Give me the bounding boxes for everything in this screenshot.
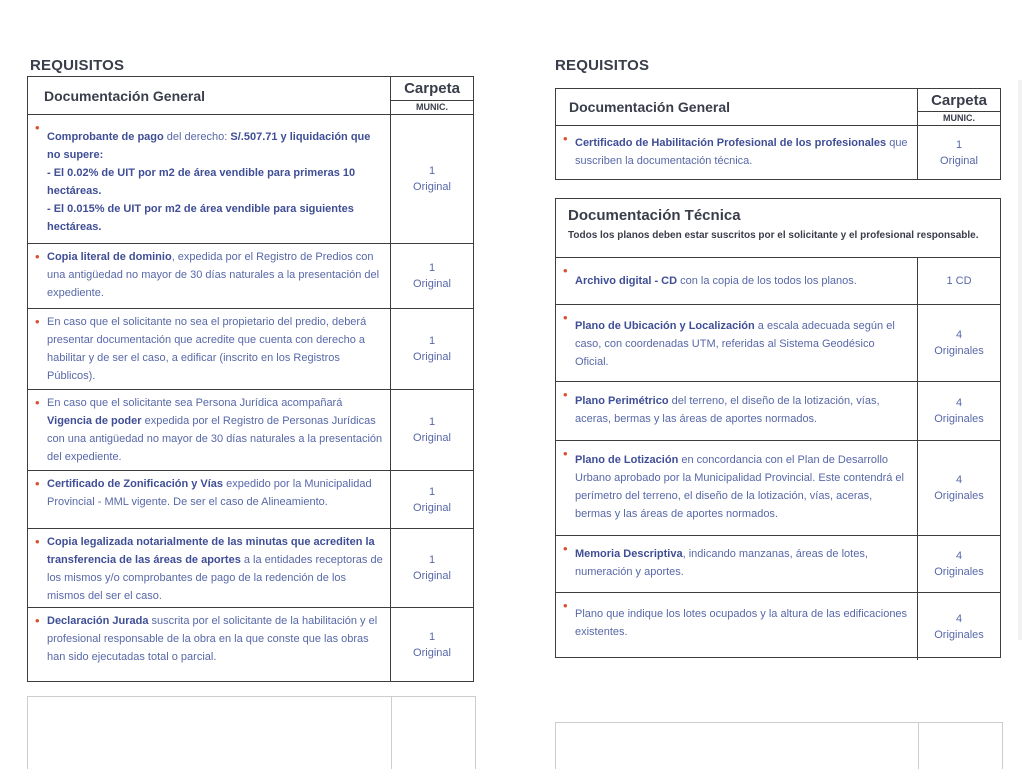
- tech-row-desc: [556, 441, 917, 535]
- row-text: en concordancia con el Plan de Desarrollo Urbano aprobado por la Municipalidad Provincial. Este contendrá el perímetro del terreno, el diseño de la lotización, vías, aceras, bermas y las áreas de aportes normados.: [575, 454, 904, 520]
- left-row-desc: [28, 529, 390, 607]
- row-text: suscrita por el solicitante de la habilitación y el profesional responsable de la obra en la que conste que las obras han sido ejecutadas total o parcial.: [47, 615, 378, 663]
- row-text: En caso que el solicitante no sea el propietario del predio, deberá presentar documentación que acredite que cuenta con derecho a habilitar y de ser el caso, a edificar (inscrito en los Registros Públicos).: [47, 316, 367, 382]
- qty-number: 1: [428, 335, 436, 347]
- row-text: que suscriben la documentación técnica.: [575, 137, 908, 167]
- right-carpeta-column: [917, 89, 1000, 125]
- qty-number: 1: [428, 631, 436, 643]
- left-row-qty: [390, 471, 473, 528]
- left-row-owner: [28, 309, 473, 390]
- row-text: a la entidades receptoras de los mismos y/o comprobantes de pago de la redención de los mismos del ser el caso.: [47, 554, 383, 602]
- right-row-qty: [917, 126, 1000, 180]
- right-page-reflection: [555, 722, 1003, 769]
- row-text: , expedida por el Registro de Predios con una antigüedad no mayor de 30 días naturales a la presentación del expediente.: [47, 251, 380, 299]
- qty-number: 1: [955, 139, 963, 151]
- left-page-title: REQUISITOS: [30, 57, 125, 74]
- qty-number: 1: [428, 416, 436, 428]
- row-bold-text: Memoria Descriptiva: [575, 548, 683, 560]
- row-bold-text: Vigencia de poder: [47, 415, 142, 427]
- left-row-desc: [28, 608, 390, 682]
- left-row-qty: [390, 529, 473, 607]
- row-bold-line: - El 0.015% de UIT por m2 de área vendible para siguientes hectáreas.: [47, 203, 354, 233]
- left-row-declaracion: [28, 608, 473, 682]
- qty-number: 4: [955, 329, 963, 341]
- left-row-desc: [28, 309, 390, 389]
- qty-label: Originales: [934, 345, 984, 357]
- left-row-desc: [28, 244, 390, 308]
- qty-label: Original: [413, 351, 451, 363]
- right-table-header: [556, 89, 1000, 126]
- left-row-vigencia: [28, 390, 473, 471]
- right-header-title: Documentación General: [569, 99, 731, 115]
- row-text: expedido por la Municipalidad Provincial - MML vigente. De ser el caso de Alineamiento.: [47, 478, 372, 508]
- left-row-desc: [28, 390, 390, 470]
- row-text: , indicando manzanas, áreas de lotes, numeración y aportes.: [575, 548, 868, 578]
- qty-number: 4: [955, 397, 963, 409]
- left-row-minutas: [28, 529, 473, 608]
- left-carpeta-column: [390, 77, 473, 114]
- tech-row-desc: [556, 258, 917, 304]
- tech-row-memoria: [556, 536, 1000, 593]
- tech-row-qty: [917, 441, 1000, 535]
- technical-subtitle: Todos los planos deben estar suscritos por el solicitante y el profesional responsable.: [568, 230, 979, 241]
- row-bold-text: Plano de Ubicación y Localización: [575, 320, 755, 332]
- qty-number: 1 CD: [946, 275, 972, 287]
- left-carpeta-label: Carpeta: [404, 80, 460, 97]
- row-text: a escala adecuada según el caso, con coordenadas UTM, referidas al Sistema Geodésico Oficial.: [575, 320, 895, 368]
- row-bold-text: Comprobante de pago: [47, 131, 164, 143]
- qty-number: 4: [955, 612, 963, 625]
- left-table-header: [28, 77, 473, 115]
- qty-label: Originales: [934, 490, 984, 502]
- qty-label: Originales: [934, 566, 984, 578]
- row-bold-text: Plano Perimétrico: [575, 395, 669, 407]
- tech-row-desc: [556, 536, 917, 592]
- qty-label: Original: [940, 155, 978, 167]
- row-bold-text: S/.507.71 y liquidación que no supere:: [47, 131, 371, 161]
- row-text: con la copia de los todos los planos.: [677, 275, 857, 287]
- qty-number: 4: [955, 550, 963, 562]
- tech-row-qty: [917, 593, 1000, 660]
- right-page-edge: [1018, 80, 1022, 640]
- row-text: expedida por el Registro de Personas Jurídicas con una antigüedad no mayor de 30 días naturales a la presentación del expediente.: [47, 415, 383, 463]
- left-row-qty: [390, 309, 473, 389]
- qty-number: 4: [955, 474, 963, 486]
- qty-number: 1: [428, 554, 436, 566]
- right-munic-label: MUNIC.: [918, 111, 1000, 125]
- row-bold-text: Copia legalizada notarialmente de las minutas que acrediten la transferencia de las áreas de aportes: [47, 536, 375, 566]
- technical-header: [556, 199, 1000, 258]
- technical-title: Documentación Técnica: [568, 207, 741, 224]
- tech-row-desc: [556, 305, 917, 381]
- qty-number: 1: [428, 262, 436, 274]
- tech-row-ubicacion: [556, 305, 1000, 382]
- left-row-qty: [390, 608, 473, 682]
- right-technical-table: [555, 198, 1001, 658]
- qty-label: Original: [413, 181, 451, 193]
- row-bold-text: Certificado de Zonificación y Vías: [47, 478, 224, 490]
- row-text: del terreno, el diseño de la lotización, vías, aceras, bermas y las áreas de aportes normados.: [575, 395, 880, 425]
- tech-row-lotizacion: [556, 441, 1000, 536]
- qty-number: 1: [428, 485, 436, 498]
- left-general-table: [27, 76, 474, 682]
- left-row-qty: [390, 115, 473, 243]
- row-bold-text: Archivo digital - CD: [575, 275, 678, 287]
- qty-number: 1: [428, 165, 436, 177]
- left-munic-label: MUNIC.: [391, 100, 473, 114]
- left-row-qty: [390, 244, 473, 308]
- row-bold-text: Declaración Jurada: [47, 615, 149, 627]
- qty-label: Original: [413, 432, 451, 444]
- right-general-table: [555, 88, 1001, 180]
- row-bold-text: Copia literal de dominio: [47, 251, 172, 263]
- right-page-title: REQUISITOS: [555, 57, 650, 74]
- qty-label: Original: [413, 278, 451, 290]
- left-row-dominio: [28, 244, 473, 309]
- qty-label: Original: [413, 501, 451, 514]
- left-row-payment: [28, 115, 473, 244]
- row-text: Plano que indique los lotes ocupados y la altura de las edificaciones existentes.: [575, 608, 908, 638]
- left-row-desc: [28, 471, 390, 528]
- tech-row-cd: [556, 258, 1000, 305]
- tech-row-lotes: [556, 593, 1000, 660]
- tech-row-desc: [556, 382, 917, 440]
- left-header-title: Documentación General: [44, 87, 206, 104]
- tech-row-desc: [556, 593, 917, 660]
- row-bold-line: - El 0.02% de UIT por m2 de área vendible para primeras 10 hectáreas.: [47, 167, 356, 197]
- left-row-desc: [28, 115, 390, 243]
- row-text: del derecho:: [163, 131, 231, 143]
- right-carpeta-label: Carpeta: [931, 91, 987, 109]
- tech-row-qty: [917, 258, 1000, 304]
- left-row-zonificacion: [28, 471, 473, 529]
- qty-label: Original: [413, 570, 451, 582]
- tech-row-perimetrico: [556, 382, 1000, 441]
- row-text: En caso que el solicitante sea Persona Jurídica acompañará: [47, 397, 343, 409]
- qty-label: Originales: [934, 413, 984, 425]
- right-row-habilitacion: [556, 126, 1000, 180]
- left-row-qty: [390, 390, 473, 470]
- right-row-desc: [556, 126, 917, 180]
- qty-label: Originales: [934, 628, 984, 641]
- tech-row-qty: [917, 305, 1000, 381]
- qty-label: Original: [413, 647, 451, 659]
- tech-row-qty: [917, 382, 1000, 440]
- left-page-reflection: [27, 696, 476, 769]
- tech-row-qty: [917, 536, 1000, 592]
- row-bold-text: Certificado de Habilitación Profesional de los profesionales: [575, 137, 887, 149]
- row-bold-text: Plano de Lotización: [575, 454, 679, 466]
